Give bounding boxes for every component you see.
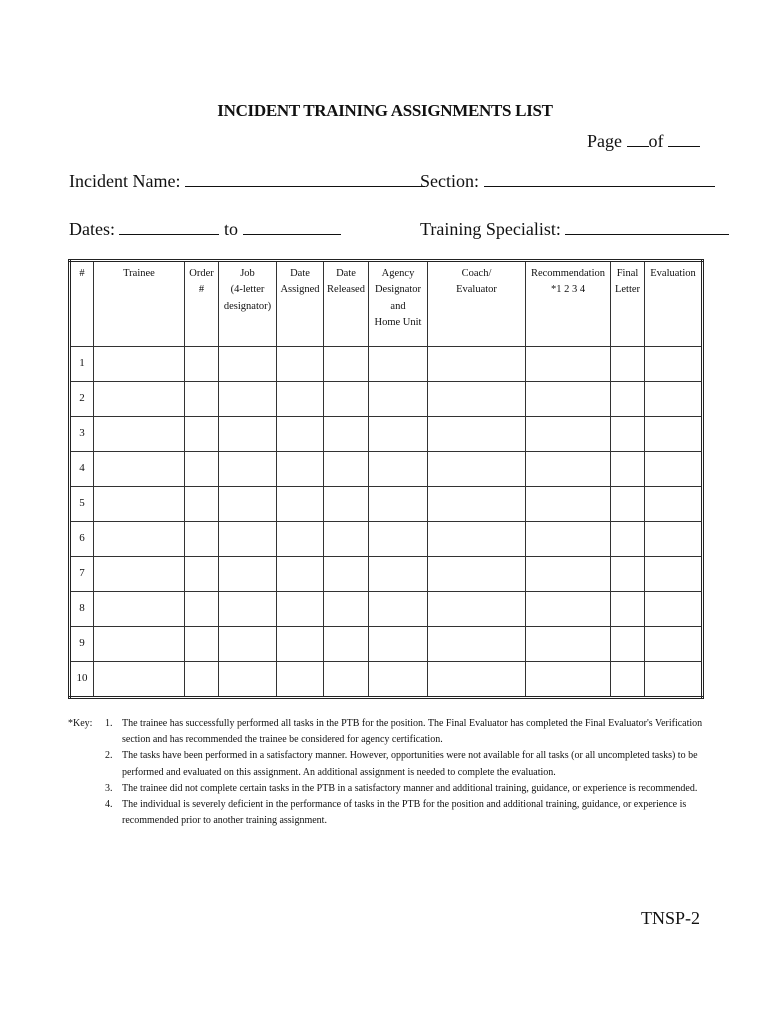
col-recommendation-cell[interactable] [526,627,611,662]
training-specialist-row [420,216,729,240]
row-number: 10 [70,662,94,698]
col-evaluation-cell[interactable] [645,417,703,452]
col-final-letter-cell[interactable] [611,382,645,417]
col-final-letter-cell[interactable] [611,347,645,382]
col-evaluation-header: Evaluation [645,261,703,347]
col-date-assigned-cell[interactable] [277,487,324,522]
col-date-released-cell[interactable] [324,557,369,592]
table-row [70,417,703,452]
table-row [70,382,703,417]
row-number: 6 [70,522,94,557]
col-date-released-cell[interactable] [324,662,369,698]
col-job-cell[interactable] [219,452,277,487]
col-job-cell[interactable] [219,417,277,452]
col-order-cell[interactable] [185,452,219,487]
col-recommendation-cell[interactable] [526,417,611,452]
col-coach-cell[interactable] [428,662,526,698]
col-date-assigned-header: Date Assigned [277,261,324,347]
col-date-assigned-cell[interactable] [277,662,324,698]
col-trainee-cell[interactable] [94,557,185,592]
col-date-released-cell[interactable] [324,487,369,522]
col-trainee-cell[interactable] [94,662,185,698]
table-row [70,592,703,627]
col-trainee-cell[interactable] [94,417,185,452]
table-body [70,347,703,698]
dates-label: Dates: [69,219,115,239]
col-evaluation-cell[interactable] [645,452,703,487]
col-order-cell[interactable] [185,592,219,627]
col-date-released-cell[interactable] [324,417,369,452]
header-row [70,261,703,347]
col-coach-cell[interactable] [428,592,526,627]
page-total-field[interactable] [668,130,700,147]
col-final-letter-cell[interactable] [611,662,645,698]
col-trainee-header: Trainee [94,261,185,347]
col-trainee-cell[interactable] [94,487,185,522]
incident-name-row [69,168,425,192]
col-final-letter-cell[interactable] [611,627,645,662]
col-recommendation-cell[interactable] [526,662,611,698]
key-item-number: 1. [105,718,113,729]
training-specialist-label: Training Specialist: [420,219,561,239]
row-number: 2 [70,382,94,417]
col-final-letter-cell[interactable] [611,417,645,452]
col-job-cell[interactable] [219,347,277,382]
col-trainee-cell[interactable] [94,627,185,662]
col-evaluation-cell[interactable] [645,487,703,522]
col-agency-cell[interactable] [369,417,428,452]
col-evaluation-cell[interactable] [645,627,703,662]
col-trainee-cell[interactable] [94,347,185,382]
dates-row [69,216,341,240]
col-job-cell[interactable] [219,382,277,417]
form-title: INCIDENT TRAINING ASSIGNMENTS LIST [217,101,553,120]
col-date-assigned-cell[interactable] [277,452,324,487]
col-order-cell[interactable] [185,557,219,592]
col-job-cell[interactable] [219,522,277,557]
incident-name-label: Incident Name: [69,171,181,191]
col-job-cell[interactable] [219,487,277,522]
key-item-number: 2. [105,750,113,762]
key-list [105,716,710,829]
section-field[interactable] [484,168,715,187]
date-to-field[interactable] [243,216,341,235]
col-evaluation-cell[interactable] [645,557,703,592]
col-recommendation-cell[interactable] [526,592,611,627]
col-agency-cell[interactable] [369,662,428,698]
table-row [70,557,703,592]
col-recommendation-cell[interactable] [526,487,611,522]
page-label: Page [587,131,622,151]
col-recommendation-cell[interactable] [526,347,611,382]
col-date-released-cell[interactable] [324,627,369,662]
col-order-cell[interactable] [185,627,219,662]
col-recommendation-cell[interactable] [526,382,611,417]
col-job-header: Job (4-letter designator) [219,261,277,347]
col-order-header: Order # [185,261,219,347]
col-order-cell[interactable] [185,347,219,382]
col-recommendation-cell[interactable] [526,522,611,557]
col-coach-cell[interactable] [428,417,526,452]
col-coach-cell[interactable] [428,487,526,522]
page-number-field[interactable] [627,130,649,147]
col-agency-cell[interactable] [369,347,428,382]
key-item-text: The tasks have been performed in a satisfactory manner. However, opportunities were not available for all tasks (or all uncompleted tasks) to be performed and evaluated on this assignment. An additional assignment is needed to complete the evaluation. [122,750,698,778]
row-number: 9 [70,627,94,662]
col-job-cell[interactable] [219,627,277,662]
col-date-released-cell[interactable] [324,522,369,557]
col-date-released-cell[interactable] [324,592,369,627]
col-order-cell[interactable] [185,382,219,417]
col-recommendation-header: Recommendation *1 2 3 4 [526,261,611,347]
key-item-text: The individual is severely deficient in the performance of tasks in the PTB for the position and additional training, guidance, or experience is recommended prior to another training assignment. [122,798,687,827]
row-number: 1 [70,347,94,382]
col-date-assigned-cell[interactable] [277,627,324,662]
col-coach-cell[interactable] [428,452,526,487]
col-date-assigned-cell[interactable] [277,557,324,592]
col-evaluation-cell[interactable] [645,382,703,417]
col-coach-header: Coach/ Evaluator [428,261,526,347]
table-row [70,452,703,487]
col-evaluation-cell[interactable] [645,522,703,557]
assignments-table [68,259,704,699]
col-coach-cell[interactable] [428,627,526,662]
col-order-cell[interactable] [185,487,219,522]
col-recommendation-cell[interactable] [526,452,611,487]
col-job-cell[interactable] [219,557,277,592]
col-agency-header: Agency Designator and Home Unit [369,261,428,347]
row-number: 7 [70,557,94,592]
col-coach-cell[interactable] [428,557,526,592]
col-agency-cell[interactable] [369,557,428,592]
col-final-letter-cell[interactable] [611,592,645,627]
col-trainee-cell[interactable] [94,382,185,417]
form-code: TNSP-2 [640,908,700,928]
of-label: of [648,131,664,151]
date-from-field[interactable] [119,216,219,235]
col-date-assigned-cell[interactable] [277,592,324,627]
table-row [70,662,703,698]
row-number: 3 [70,417,94,452]
col-evaluation-cell[interactable] [645,662,703,698]
col-agency-cell[interactable] [369,487,428,522]
col-order-cell[interactable] [185,417,219,452]
col-coach-cell[interactable] [428,347,526,382]
col-date-assigned-cell[interactable] [277,522,324,557]
row-number: 5 [70,487,94,522]
incident-name-field[interactable] [185,168,425,187]
col-coach-cell[interactable] [428,522,526,557]
col-final-letter-cell[interactable] [611,557,645,592]
col-date-released-cell[interactable] [324,382,369,417]
col-date-assigned-cell[interactable] [277,382,324,417]
col-date-assigned-cell[interactable] [277,347,324,382]
key-label: *Key: [68,718,93,729]
row-number: 4 [70,452,94,487]
col-final-letter-header: Final Letter [611,261,645,347]
table-row [70,347,703,382]
col-order-cell[interactable] [185,662,219,698]
col-number-header: # [70,261,94,347]
key-item-text: The trainee has successfully performed all tasks in the PTB for the position. The Final Evaluator has completed the Final Evaluator's Verification section and has recommended the trainee be considered for agency certification. [122,718,703,746]
key-item-text: The trainee did not complete certain tasks in the PTB in a satisfactory manner and additional training, guidance, or experience is recommended. [122,782,698,794]
key-item [105,797,710,829]
col-recommendation-cell[interactable] [526,557,611,592]
dates-to-label: to [223,219,238,239]
col-date-released-cell[interactable] [324,347,369,382]
col-final-letter-cell[interactable] [611,487,645,522]
col-evaluation-cell[interactable] [645,592,703,627]
col-final-letter-cell[interactable] [611,452,645,487]
col-agency-cell[interactable] [369,627,428,662]
col-agency-cell[interactable] [369,522,428,557]
col-date-assigned-cell[interactable] [277,417,324,452]
section-label: Section: [420,171,479,191]
col-agency-cell[interactable] [369,592,428,627]
col-order-cell[interactable] [185,522,219,557]
col-date-released-header: Date Released [324,261,369,347]
key-item [105,781,710,797]
table-row [70,627,703,662]
key-item-number: 3. [105,782,113,794]
col-job-cell[interactable] [219,592,277,627]
table-row [70,487,703,522]
key-item [105,748,710,780]
col-evaluation-cell[interactable] [645,347,703,382]
col-trainee-cell[interactable] [94,592,185,627]
col-agency-cell[interactable] [369,382,428,417]
col-trainee-cell[interactable] [94,522,185,557]
key-item [105,716,710,748]
section-row [420,168,715,192]
col-coach-cell[interactable] [428,382,526,417]
col-agency-cell[interactable] [369,452,428,487]
col-date-released-cell[interactable] [324,452,369,487]
page-counter [587,130,700,152]
col-final-letter-cell[interactable] [611,522,645,557]
col-job-cell[interactable] [219,662,277,698]
training-specialist-field[interactable] [565,216,729,235]
row-number: 8 [70,592,94,627]
col-trainee-cell[interactable] [94,452,185,487]
table-row [70,522,703,557]
key-item-number: 4. [105,798,113,810]
